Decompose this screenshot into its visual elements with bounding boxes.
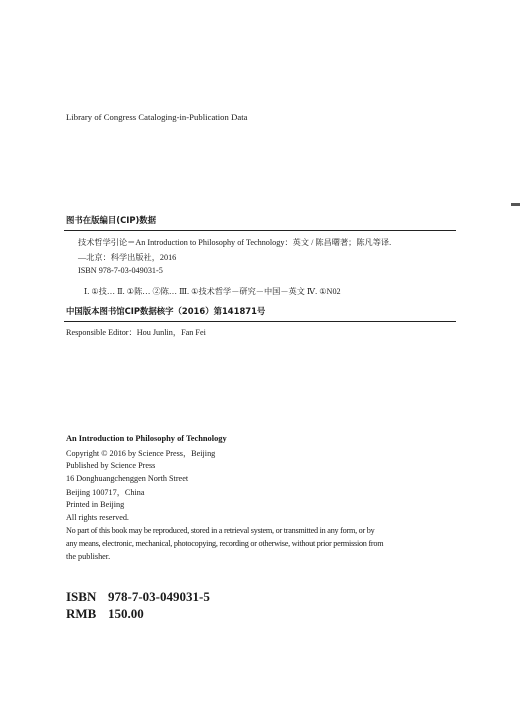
cip-entry-line-2: —北京：科学出版社，2016 [78,253,177,262]
imprint-line: Published by Science Press [66,461,156,470]
cip-bottom-rule [64,321,456,322]
cip-top-rule [64,230,456,231]
rmb-price: 150.00 [108,606,144,621]
imprint-line: All rights reserved. [66,513,129,522]
imprint-line: Beijing 100717，China [66,488,145,497]
book-title: An Introduction to Philosophy of Technology [66,434,227,443]
rmb-label: RMB [66,606,97,621]
imprint-line: any means, electronic, mechanical, photocopying, recording or otherwise, without prior permission from [66,539,384,548]
loc-cataloging-header: Library of Congress Cataloging-in-Publication Data [66,112,248,122]
page-edge-mark [511,203,520,206]
cip-number: 中国版本图书馆CIP数据核字（2016）第141871号 [66,306,266,316]
isbn-value: 978-7-03-049031-5 [108,589,210,604]
isbn-label: ISBN [66,589,97,604]
cip-isbn: ISBN 978-7-03-049031-5 [78,266,163,275]
cip-classification: Ⅰ. ①技… Ⅱ. ①陈… ②陈… Ⅲ. ①技术哲学－研究－中国－英文 Ⅳ. ①N02 [84,287,341,296]
cip-entry-line-1: 技术哲学引论＝An Introduction to Philosophy of Technology：英文 / 陈昌曙著；陈凡等译. [78,238,392,247]
imprint-line: the publisher. [66,552,111,561]
imprint-line: 16 Donghuangchenggen North Street [66,474,189,483]
responsible-editor: Responsible Editor：Hou Junlin，Fan Fei [66,328,206,337]
imprint-line: Printed in Beijing [66,500,125,509]
imprint-line: No part of this book may be reproduced, stored in a retrieval system, or transmitted in any form, or by [66,526,375,535]
imprint-line: Copyright © 2016 by Science Press，Beijing [66,449,216,458]
cip-title: 图书在版编目(CIP)数据 [66,215,157,225]
